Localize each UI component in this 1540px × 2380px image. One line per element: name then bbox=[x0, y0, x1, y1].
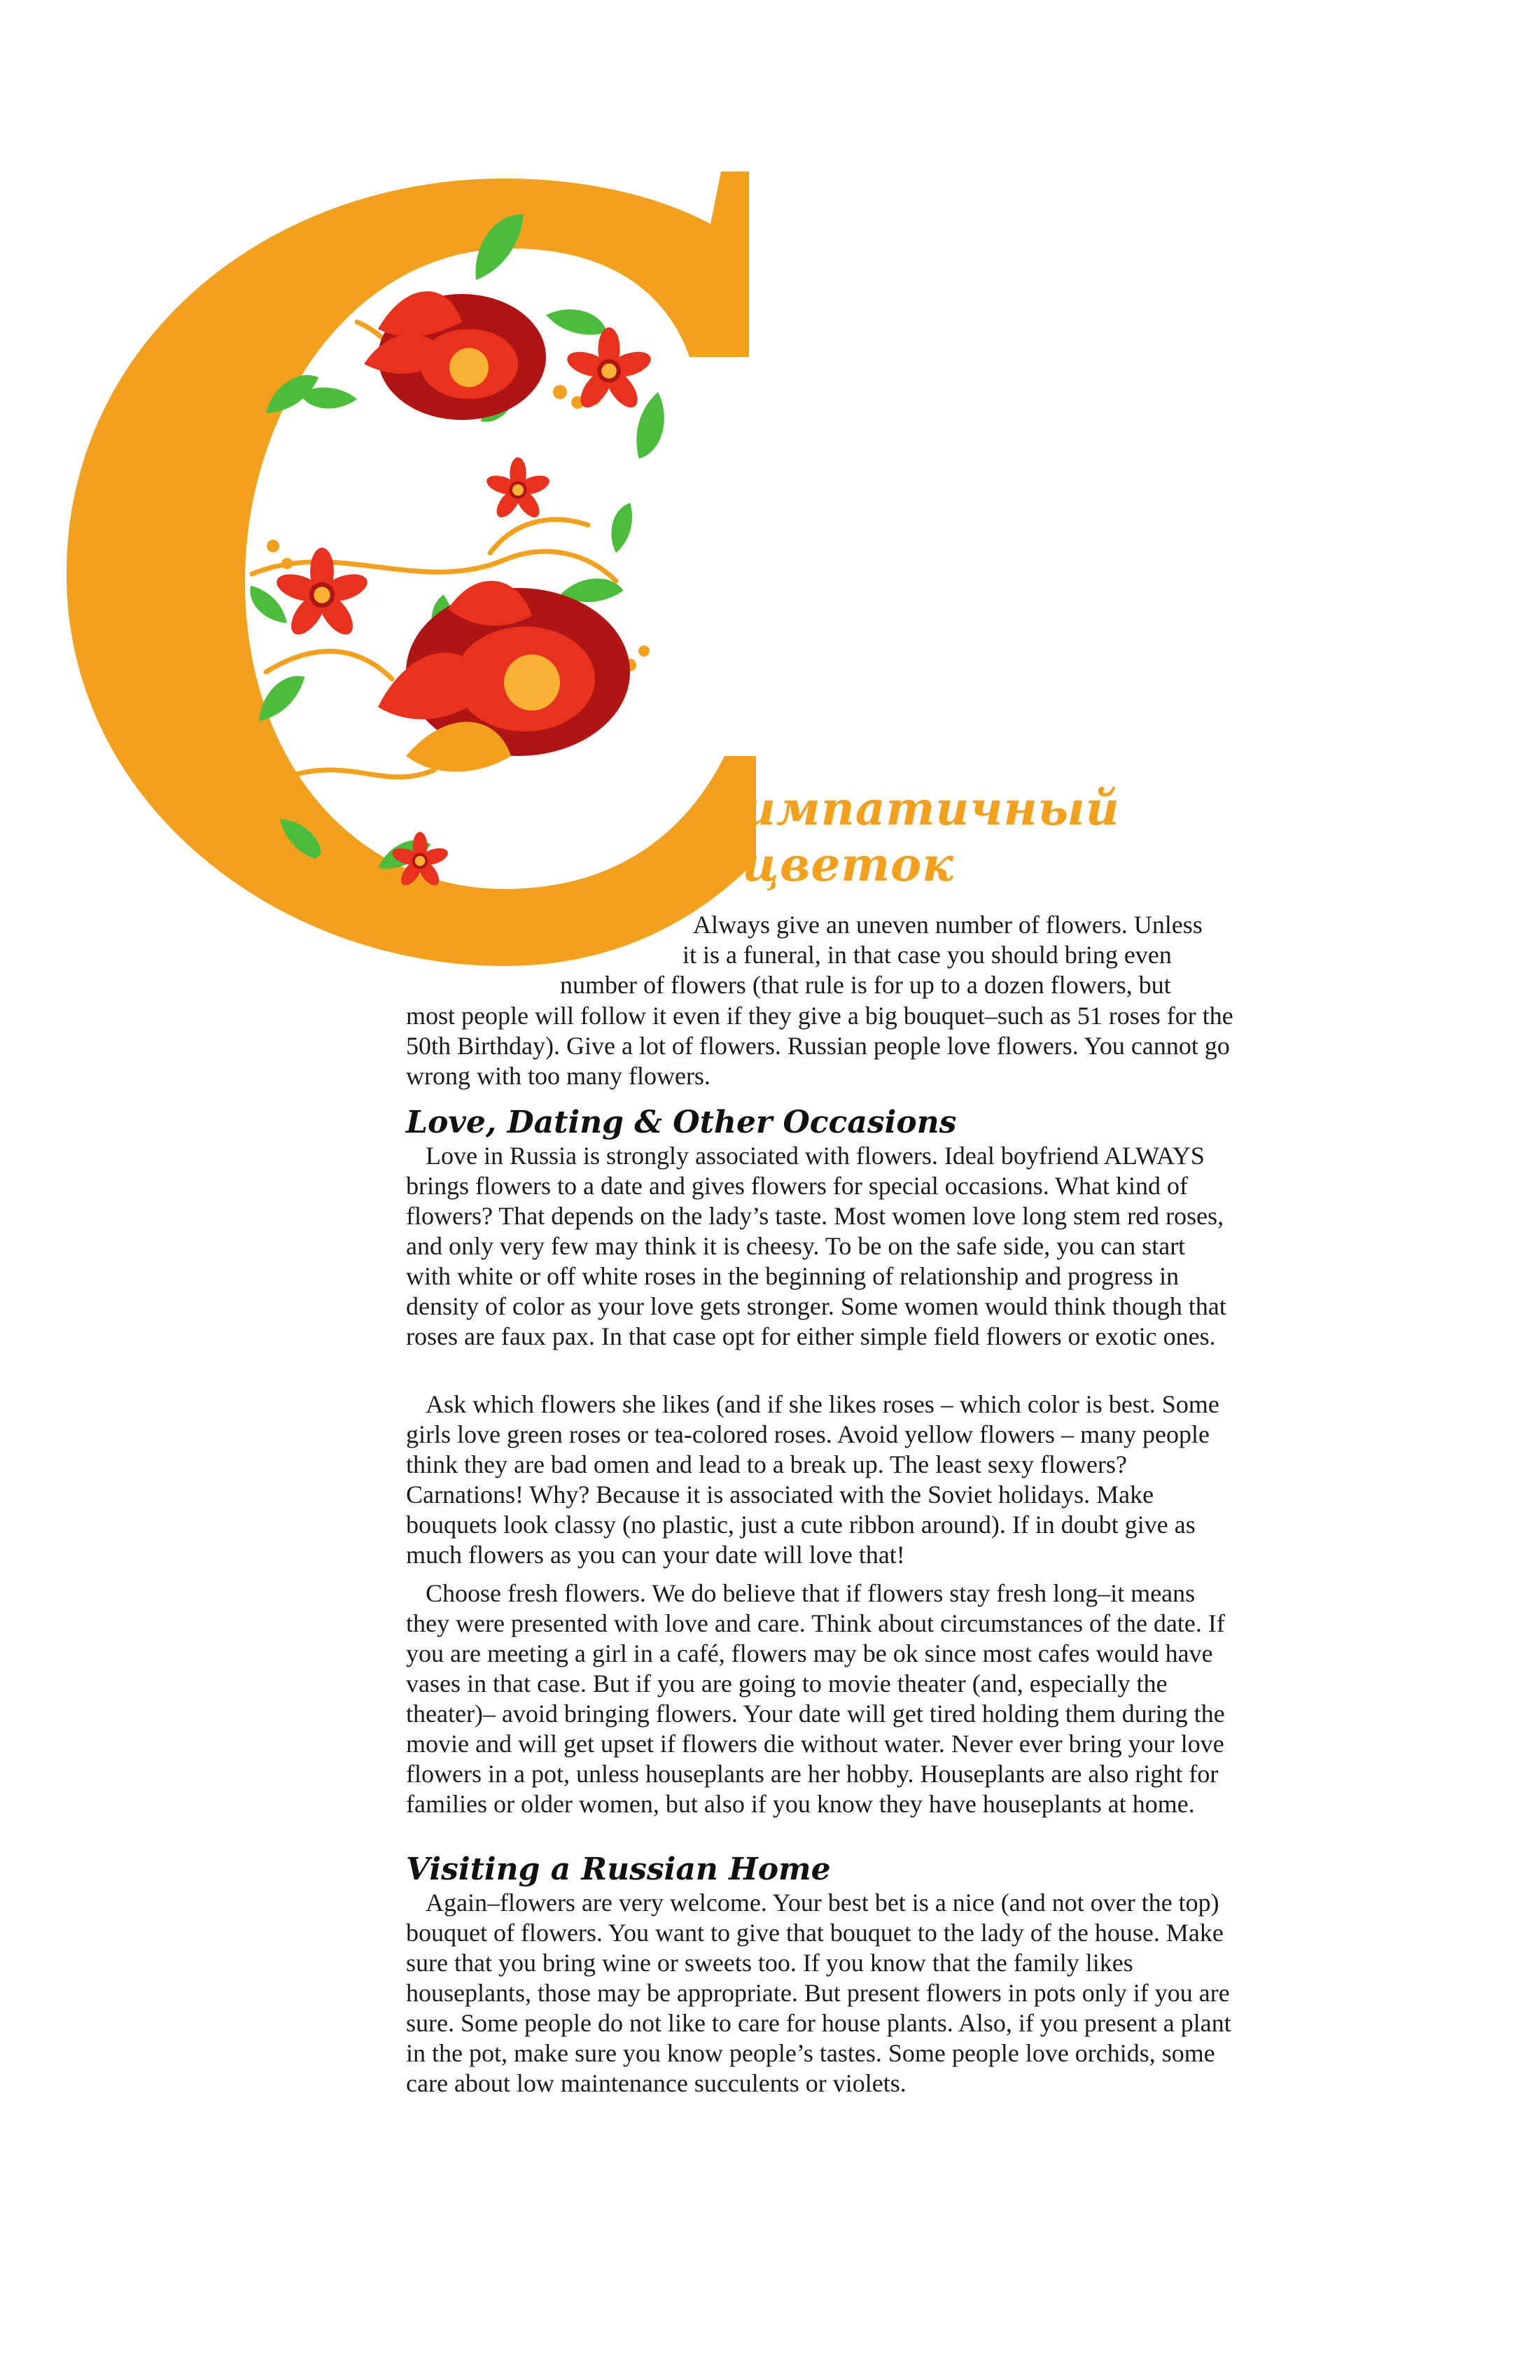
floral-drop-cap-c-illustration bbox=[56, 161, 756, 980]
russian-title-line-1: импатичный bbox=[742, 781, 1120, 836]
intro-paragraph: most people will follow it even if they give a big bouquet–such as 51 roses for the 50th Birthday). Give a lot of flowers. Russian people love flowers. You cannot go wrong with too many flowers. bbox=[406, 1002, 1233, 1090]
paragraph-choose-fresh-flowers: Choose fresh flowers. We do believe that if flowers stay fresh long–it means they were presented with love and care. Think about circumstances of the date. If you are meeting a girl in a café, flowers may be ok since most cafes would have vases in that case. But if you are going to movie theater (and, especially the theater)– avoid bringing flowers. Your date will get tired holding them during the movie and will get upset if flowers die without water. Never ever bring your love flowers in a pot, unless houseplants are her hobby. Houseplants are also right for families or older women, but also if you know they have houseplants at home. bbox=[406, 1579, 1225, 1818]
russian-title bbox=[742, 780, 1190, 892]
section-heading-visiting-home: Visiting a Russian Home bbox=[406, 1851, 831, 1887]
intro-line-1: Always give an uneven number of flowers. Unless bbox=[693, 911, 1203, 939]
russian-title-line-2: цветок bbox=[742, 837, 954, 892]
intro-line-2: it is a funeral, in that case you should bring even bbox=[682, 941, 1172, 969]
paragraph-ask-which-flowers: Ask which flowers she likes (and if she likes roses – which color is best. Some girls love green roses or tea-colored roses. Avoid yellow flowers – many people think they are bad omen and lead to a break up. The least sexy flowers? Carnations! Why? Because it is associated with the Soviet holidays. Make bouquets look classy (no plastic, just a cute ribbon around). If in doubt give as much flowers as you can your date will love that! bbox=[406, 1390, 1219, 1569]
paragraph-love-in-russia: Love in Russia is strongly associated with flowers. Ideal boyfriend ALWAYS brings flowers to a date and gives flowers for special occasions. What kind of flowers? That depends on the lady’s taste. Most women love long stem red roses, and only very few may think it is cheesy. To be on the safe side, you can start with white or off white roses in the beginning of relationship and progress in density of color as your love gets stronger. Some women would think though that roses are faux pax. In that case opt for either simple field flowers or exotic ones. bbox=[406, 1142, 1226, 1350]
section-heading-love-dating: Love, Dating & Other Occasions bbox=[406, 1105, 957, 1140]
paragraph-visiting-home: Again–flowers are very welcome. Your best bet is a nice (and not over the top) bouquet of flowers. You want to give that bouquet to the lady of the house. Make sure that you bring wine or sweets too. If you know that the family likes houseplants, those may be appropriate. But present flowers in pots only if you are sure. Some people do not like to care for house plants. Also, if you present a plant in the pot, make sure you know people’s tastes. Some people love orchids, some care about low maintenance succulents or violets. bbox=[406, 1889, 1231, 2097]
intro-line-3: number of flowers (that rule is for up to a dozen flowers, but bbox=[560, 971, 1171, 999]
